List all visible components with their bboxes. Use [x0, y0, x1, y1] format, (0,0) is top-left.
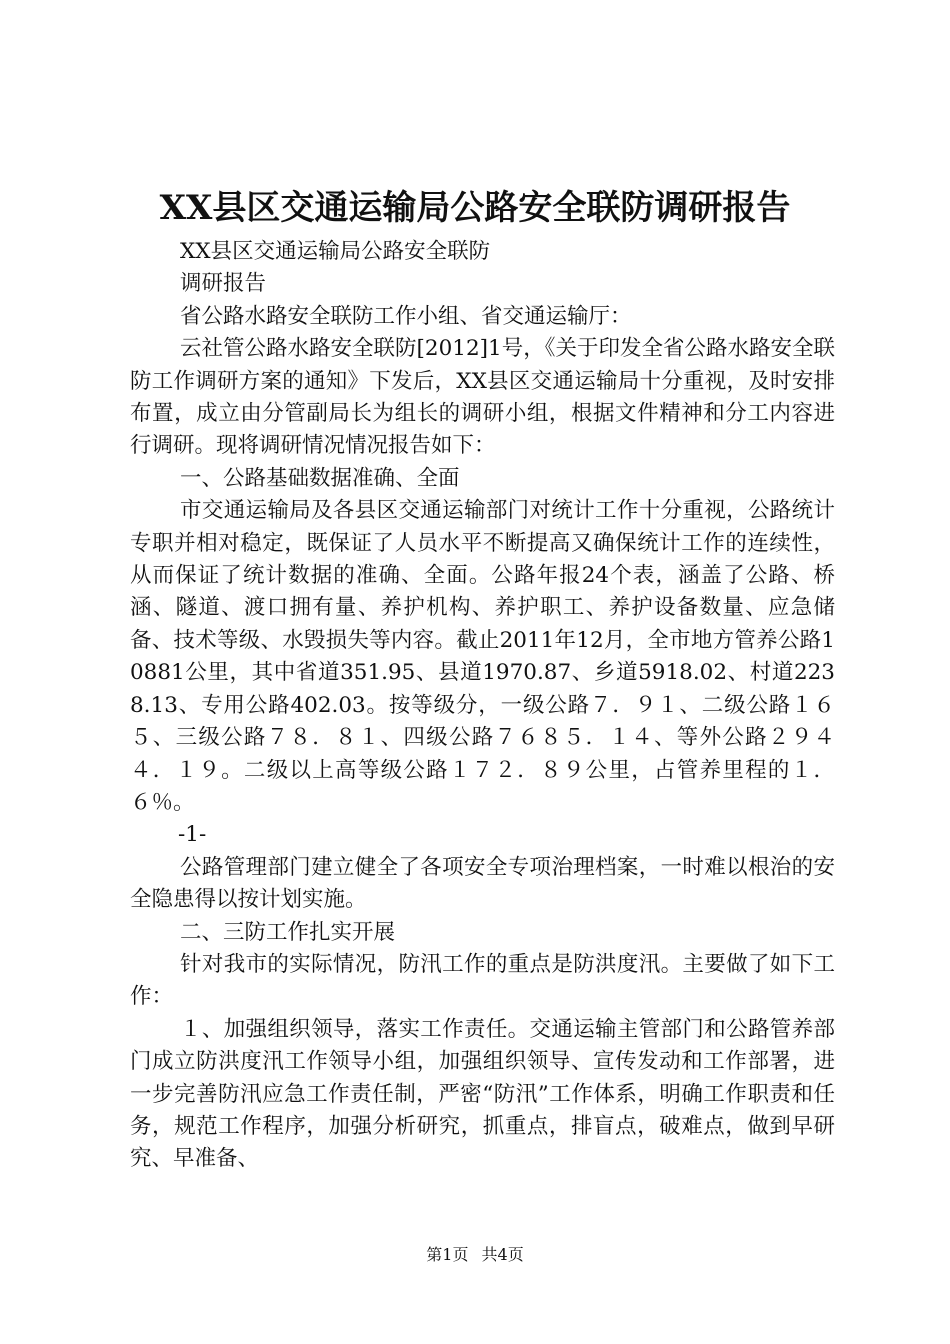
- document-title: XX县区交通运输局公路安全联防调研报告: [159, 188, 791, 228]
- page-footer: [0, 1244, 950, 1266]
- salutation: 省公路水路安全联防工作小组、省交通运输厅：: [180, 303, 632, 329]
- paragraph-statistics: 市交通运输局及各县区交通运输部门对统计工作十分重视，公路统计专职并相对稳定，既保证了人员水平不断提高又确保统计工作的连续性，从而保证了统计数据的准确、全面。公路年报24个表，涵盖了公路、桥涵、隧道、渡口拥有量、养护机构、养护职工、养护设备数量、应急储备、技术等级、水毁损失等内容。截止2011年12月，全市地方管养公路10881公里，其中省道351.95、县道1970.87、乡道5918.02、村道2238.13、专用公路402.03。按等级分，一级公路７．９１、二级公路１６５、三级公路７８．８１、四级公路７６８５．１４、等外公路２９４４．１９。二级以上高等级公路１７２．８９公里，占管养里程的１．６％。: [130, 498, 835, 815]
- document-body: [130, 236, 835, 1176]
- subtitle-line-1: XX县区交通运输局公路安全联防: [180, 239, 491, 264]
- section-heading-2: 二、三防工作扎实开展: [180, 919, 396, 945]
- document-page: [130, 0, 835, 1344]
- paragraph-flood-focus: 针对我市的实际情况，防汛工作的重点是防洪度汛。主要做了如下工作：: [130, 951, 835, 1010]
- inline-page-marker: -1-: [178, 822, 207, 848]
- subtitle-line-2: 调研报告: [180, 271, 267, 297]
- page-number-total: 共4页: [481, 1245, 524, 1264]
- paragraph-intro: 云社管公路水路安全联防[2012]1号，《关于印发全省公路水路安全联防工作调研方案的通知》下发后，XX县区交通运输局十分重视，及时安排布置，成立由分管副局长为组长的调研小组，根据文件精神和分工内容进行调研。现将调研情况情况报告如下：: [130, 336, 835, 459]
- section-heading-1: 一、公路基础数据准确、全面: [180, 465, 460, 491]
- page-number-current: 第1页: [426, 1245, 469, 1264]
- paragraph-safety-archives: 公路管理部门建立健全了各项安全专项治理档案，一时难以根治的安全隐患得以按计划实施。: [130, 854, 835, 913]
- paragraph-organization: １、加强组织领导，落实工作责任。交通运输主管部门和公路管养部门成立防洪度汛工作领导小组，加强组织领导、宣传发动和工作部署，进一步完善防汛应急工作责任制，严密“防汛”工作体系，明确工作职责和任务，规范工作程序，加强分析研究，抓重点，排盲点，破难点，做到早研究、早准备、: [130, 1016, 835, 1172]
